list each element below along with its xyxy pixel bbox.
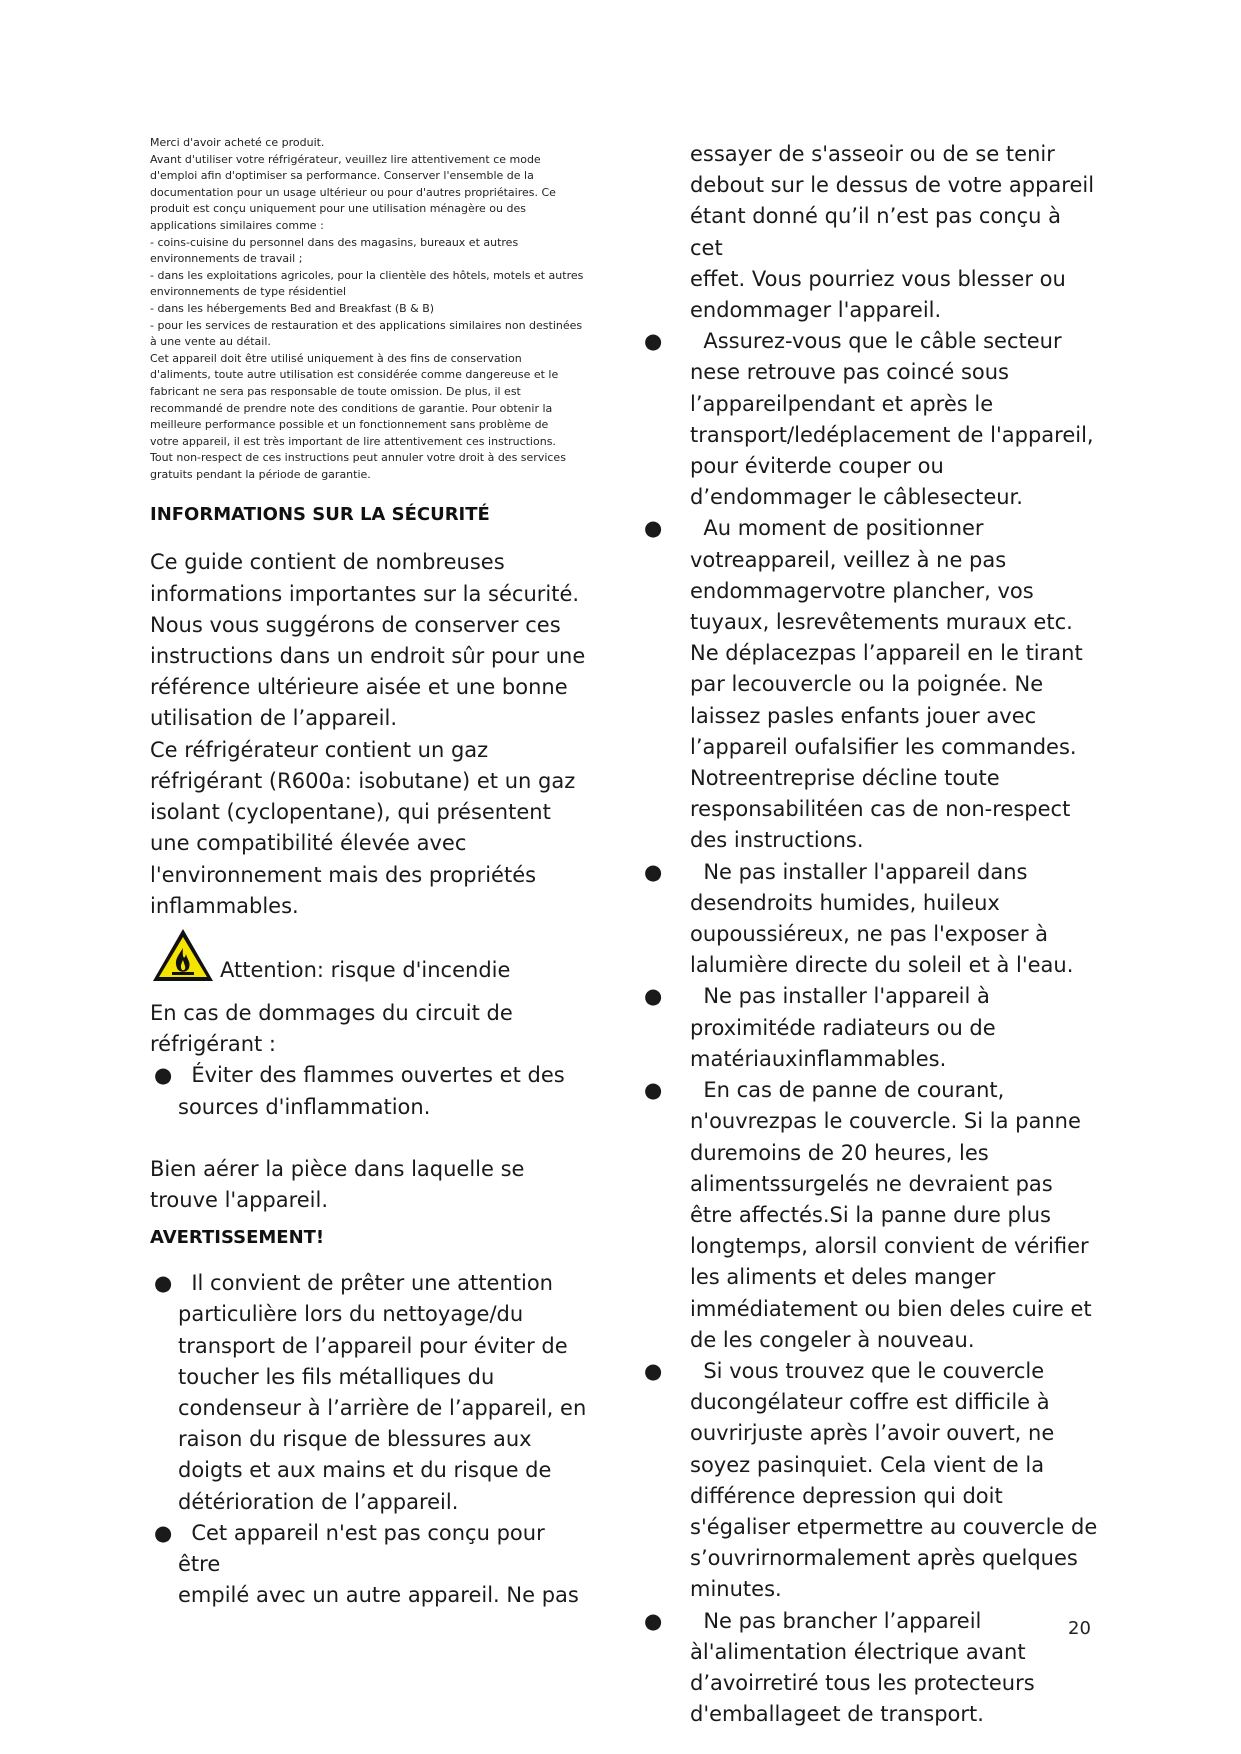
- text-line: effet. Vous pourriez vous blesser ou: [690, 266, 1066, 291]
- text-line: d'emploi afin d'optimiser sa performance. Conserver l'ensemble de la: [150, 169, 534, 183]
- text-line: pression qui doit s'égaliser et: [690, 1483, 1003, 1539]
- text-line: en cas de non-respect des instructions.: [690, 797, 1071, 853]
- text-line: Si vous trouvez que le couvercle du: [690, 1358, 1045, 1415]
- ventilate-text: [150, 1154, 590, 1216]
- text-line: - dans les hébergements Bed and Breakfast (B & B): [150, 301, 435, 315]
- text-line: Ce guide contient de nombreuses: [150, 550, 505, 575]
- text-line: environnements de travail ;: [150, 252, 303, 266]
- text-line: l'alimentation électrique avant d’avoir: [690, 1639, 1026, 1695]
- text-line: endroits humides, huileux ou: [690, 890, 1000, 947]
- text-line: empilé avec un autre appareil. Ne pas: [178, 1583, 579, 1608]
- bullet-icon: ●: [644, 1078, 663, 1103]
- text-line: sources d'inflammation.: [178, 1094, 431, 1119]
- text-line: entreprise décline toute responsabilité: [690, 766, 1000, 822]
- text-line: permettre au couvercle de s’ouvrir: [690, 1514, 1098, 1571]
- text-line: condenseur à l’arrière de l’appareil, en: [178, 1395, 587, 1420]
- fire-warning-icon: [150, 926, 216, 984]
- bullet-icon: ●: [154, 1063, 173, 1088]
- bullet-icon: ●: [644, 516, 663, 541]
- text-line: réfrigérant :: [150, 1032, 276, 1057]
- safety-paragraph: [150, 547, 590, 921]
- attention-text: Attention: risque d'incendie: [220, 957, 511, 982]
- bullet-icon: ●: [154, 1520, 173, 1545]
- attention-row: [150, 926, 590, 984]
- text-line: toucher les fils métalliques du: [178, 1364, 495, 1389]
- text-line: l'environnement mais des propriétés: [150, 862, 537, 887]
- text-line: pendant et après le transport/le: [690, 391, 994, 447]
- text-line: Ne pas installer l'appareil dans des: [690, 859, 1028, 915]
- text-line: raison du risque de blessures aux: [178, 1427, 532, 1452]
- text-line: les cuire et de les congeler à nouveau.: [690, 1296, 1092, 1352]
- list-item: [644, 326, 1100, 513]
- text-line: déplacement de l'appareil, pour éviter: [690, 422, 1094, 479]
- text-line: applications similaires comme :: [150, 218, 324, 232]
- text-line: informations importantes sur la sécurité.: [150, 581, 580, 606]
- text-line: Nous vous suggérons de conserver ces: [150, 612, 561, 637]
- continued-text: [660, 139, 1100, 326]
- bullet-icon: ●: [154, 1271, 173, 1296]
- safety-heading: INFORMATIONS SUR LA SÉCURITÉ: [150, 504, 490, 526]
- text-line: congélateur coffre est difficile à ouvrir: [690, 1390, 1050, 1446]
- text-line: instructions dans un endroit sûr pour une: [150, 644, 586, 669]
- text-line: trouve l'appareil.: [150, 1187, 329, 1212]
- bullet-icon: ●: [644, 859, 663, 884]
- text-line: doigts et aux mains et du risque de: [178, 1458, 552, 1483]
- text-line: particulière lors du nettoyage/du: [178, 1302, 524, 1327]
- text-line: Ne pas brancher l’appareil à: [690, 1608, 982, 1664]
- text-line: votre appareil, il est très important de lire attentivement ces instructions.: [150, 434, 556, 448]
- bullet-icon: ●: [644, 1358, 663, 1383]
- text-line: d'aliments, toute autre utilisation est considérée comme dangereuse et le: [150, 368, 559, 382]
- damage-text: [150, 998, 590, 1060]
- list-item: [644, 513, 1100, 856]
- text-line: Avant d'utiliser votre réfrigérateur, veuillez lire attentivement ce mode: [150, 152, 541, 166]
- warning-bullet-list: [150, 1268, 590, 1611]
- text-line: - coins-cuisine du personnel dans des magasins, bureaux et autres: [150, 235, 519, 249]
- text-line: documentation pour un usage ultérieur ou pour d'autres propriétaires. Ce: [150, 185, 556, 199]
- list-item: [644, 981, 1100, 1075]
- right-column: [644, 139, 1100, 1730]
- list-item: [644, 1356, 1100, 1606]
- left-column: [150, 135, 590, 1611]
- text-line: inflammables.: [150, 893, 299, 918]
- intro-text: [150, 135, 590, 483]
- text-line: et de transport.: [819, 1702, 984, 1727]
- bullet-icon: ●: [644, 984, 663, 1009]
- text-line: juste après l’avoir ouvert, ne soyez pas: [690, 1421, 1055, 1477]
- text-line: produit est conçu uniquement pour une utilisation ménagère ou des: [150, 202, 526, 216]
- text-line: - pour les services de restauration et des applications similaires non destinées: [150, 318, 583, 332]
- text-line: étant donné qu’il n’est pas conçu à cet: [690, 204, 1061, 260]
- text-line: détérioration de l’appareil.: [178, 1489, 459, 1514]
- text-line: utilisation de l’appareil.: [150, 706, 398, 731]
- text-line: Il convient de prêter une attention: [178, 1271, 553, 1296]
- text-line: Cet appareil n'est pas conçu pour être: [178, 1520, 545, 1576]
- text-line: endommager l'appareil.: [690, 298, 942, 323]
- text-line: référence ultérieure aisée et une bonne: [150, 675, 568, 700]
- text-line: poussiéreux, ne pas l'exposer à la: [690, 922, 1048, 978]
- text-line: il convient de vérifier les aliments et de: [690, 1234, 1089, 1290]
- text-line: Éviter des flammes ouvertes et des: [178, 1063, 565, 1088]
- text-line: moins de 20 heures, les aliments: [690, 1140, 989, 1196]
- text-line: transport de l’appareil pour éviter de: [178, 1333, 568, 1358]
- text-line: réfrigérant (R600a: isobutane) et un gaz: [150, 768, 576, 793]
- text-line: Cet appareil doit être utilisé uniquement à des fins de conservation: [150, 351, 522, 365]
- text-line: Ne pas installer l'appareil à proximité: [690, 984, 990, 1040]
- text-line: les enfants jouer avec l’appareil ou: [690, 703, 1037, 759]
- text-line: isolant (cyclopentane), qui présentent: [150, 800, 551, 825]
- bullet-icon: ●: [644, 1608, 663, 1633]
- text-line: recommandé de prendre note des conditions de garantie. Pour obtenir la: [150, 401, 553, 415]
- text-line: debout sur le dessus de votre appareil: [690, 173, 1095, 198]
- text-line: En cas de panne de courant, n'ouvrez: [690, 1078, 1005, 1134]
- text-line: se retrouve pas coincé sous l’appareil: [690, 360, 1009, 416]
- text-line: meilleure performance possible et un fonctionnement sans problème de: [150, 418, 549, 432]
- page-number: 20: [1068, 1618, 1091, 1639]
- text-line: appareil, veillez à ne pas endommager: [690, 547, 1007, 603]
- text-line: pas le couvercle. Si la panne dure: [690, 1109, 1081, 1165]
- text-line: Tout non-respect de ces instructions peut annuler votre droit à des services: [150, 451, 566, 465]
- text-line: retiré tous les protecteurs d'emballage: [690, 1670, 1035, 1727]
- text-line: de couper ou d’endommager le câble: [690, 454, 944, 510]
- text-line: une compatibilité élevée avec: [150, 831, 467, 856]
- text-line: de radiateurs ou de matériaux: [690, 1015, 996, 1071]
- list-item: [150, 1268, 590, 1518]
- list-item: [644, 1075, 1100, 1356]
- text-line: environnements de type résidentiel: [150, 285, 347, 299]
- right-bullet-list: [644, 326, 1100, 1730]
- text-line: surgelés ne devraient pas être affectés.: [690, 1171, 1053, 1227]
- bullet-icon: ●: [644, 329, 663, 354]
- text-line: les manger immédiatement ou bien de: [690, 1265, 996, 1321]
- text-line: inquiet. Cela vient de la différence de: [690, 1452, 1045, 1508]
- list-item: [644, 857, 1100, 982]
- text-line: Au moment de positionner votre: [690, 516, 984, 572]
- text-line: Merci d'avoir acheté ce produit.: [150, 136, 325, 149]
- text-line: Assurez-vous que le câble secteur ne: [690, 329, 1062, 385]
- text-line: essayer de s'asseoir ou de se tenir: [690, 142, 1055, 166]
- text-line: pas l’appareil en le tirant par le: [690, 641, 1083, 697]
- text-line: revêtements muraux etc. Ne déplacez: [690, 610, 1073, 666]
- text-line: Bien aérer la pièce dans laquelle se: [150, 1156, 525, 1181]
- text-line: couvercle ou la poignée. Ne laissez pas: [690, 672, 1044, 728]
- list-item: [644, 1606, 1100, 1731]
- damage-bullet-list: [150, 1060, 590, 1122]
- text-line: En cas de dommages du circuit de: [150, 1000, 513, 1025]
- text-line: lumière directe du soleil et à l'eau.: [708, 953, 1074, 978]
- text-line: à une vente au détail.: [150, 335, 271, 349]
- text-line: fabricant ne sera pas responsable de toute omission. De plus, il est: [150, 384, 521, 398]
- text-line: Ce réfrigérateur contient un gaz: [150, 737, 489, 762]
- text-line: secteur.: [939, 485, 1023, 510]
- list-item: [150, 1060, 590, 1122]
- text-line: votre plancher, vos tuyaux, les: [690, 578, 1034, 635]
- list-item: [150, 1518, 590, 1612]
- text-line: - dans les exploitations agricoles, pour la clientèle des hôtels, motels et autres: [150, 268, 584, 282]
- text-line: gratuits pendant la période de garantie.: [150, 467, 371, 481]
- text-line: inflammables.: [797, 1046, 947, 1071]
- text-line: normalement après quelques minutes.: [690, 1546, 1078, 1602]
- warning-heading: AVERTISSEMENT!: [150, 1227, 325, 1249]
- text-line: Si la panne dure plus longtemps, alors: [690, 1202, 1051, 1259]
- text-line: falsifier les commandes. Notre: [690, 734, 1077, 791]
